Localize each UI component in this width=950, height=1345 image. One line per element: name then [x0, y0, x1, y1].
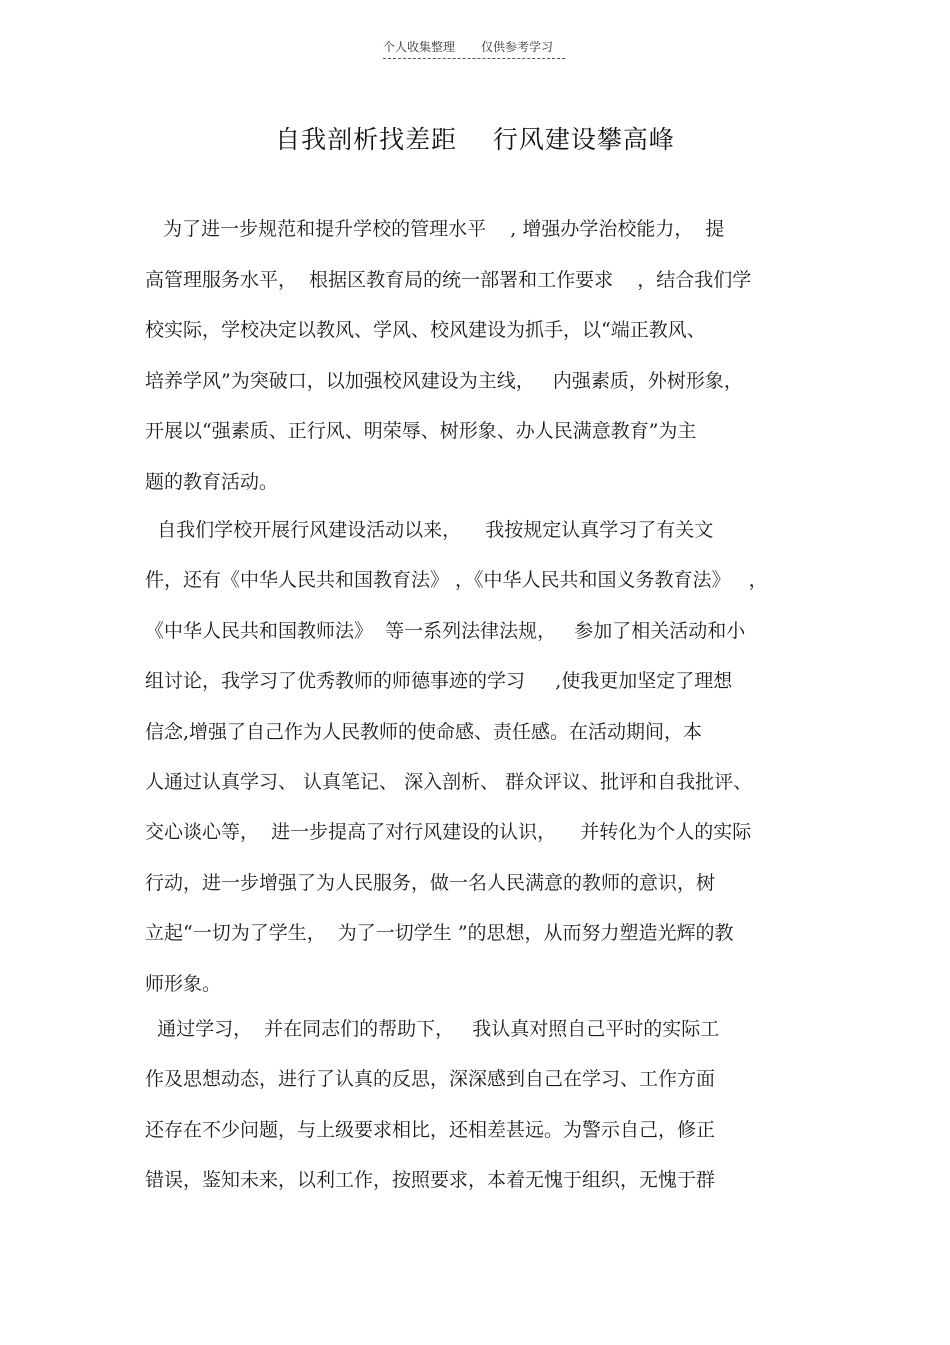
text-line: 还存在不少问题，与上级要求相比，还相差甚远。为警示自己，修正: [145, 1118, 716, 1141]
page-header: [383, 38, 565, 59]
text-line: 师形象。: [145, 972, 222, 995]
text-line: 高管理服务水平， 根据区教育局的统一部署和工作要求 ，结合我们学: [145, 268, 752, 291]
header-left-text: 个人收集整理: [383, 40, 456, 54]
text-line: 校实际，学校决定以教风、学风、校风建设为抓手，以“端正教风、: [145, 319, 706, 342]
text-line: 为了进一步规范和提升学校的管理水平 , 增强办学治校能力， 提: [145, 218, 725, 240]
text-line: 件，还有《中华人民共和国教育法》 ，《中华人民共和国义务教育法》 ，: [145, 569, 768, 592]
text-line: 错误，鉴知未来，以利工作，按照要求，本着无愧于组织，无愧于群: [145, 1168, 716, 1191]
text-line: 自我们学校开展行风建设活动以来， 我按规定认真学习了有关文: [145, 519, 714, 541]
text-line: 人通过认真学习、 认真笔记、 深入剖析、 群众评议、批评和自我批评、: [145, 771, 753, 793]
header-right-text: 仅供参考学习: [481, 40, 554, 54]
text-line: 《中华人民共和国教师法》 等一系列法律法规， 参加了相关活动和小: [145, 619, 746, 642]
document-title: 自我剖析找差距 行风建设攀高峰: [275, 125, 675, 154]
text-line: 交心谈心等， 进一步提高了对行风建设的认识， 并转化为个人的实际: [145, 821, 752, 844]
text-line: 行动，进一步增强了为人民服务，做一名人民满意的教师的意识，树: [145, 871, 716, 894]
text-line: 信念,增强了自己作为人民教师的使命感、责任感。在活动期间，本: [145, 720, 703, 743]
text-line: 题的教育活动。: [145, 471, 279, 493]
text-line: 培养学风”为突破口，以加强校风建设为主线， 内强素质，外树形象，: [145, 369, 743, 392]
text-line: 通过学习， 并在同志们的帮助下， 我认真对照自己平时的实际工: [145, 1018, 720, 1040]
text-line: 立起“一切为了学生， 为了一切学生 ”的思想，从而努力塑造光辉的教: [145, 922, 734, 945]
text-line: 作及思想动态，进行了认真的反思，深深感到自己在学习、工作方面: [145, 1068, 716, 1091]
text-line: 组讨论，我学习了优秀教师的师德事迹的学习 ,使我更加坚定了理想: [145, 670, 733, 693]
text-line: 开展以“强素质、正行风、明荣辱、树形象、办人民满意教育”为主: [145, 420, 697, 443]
